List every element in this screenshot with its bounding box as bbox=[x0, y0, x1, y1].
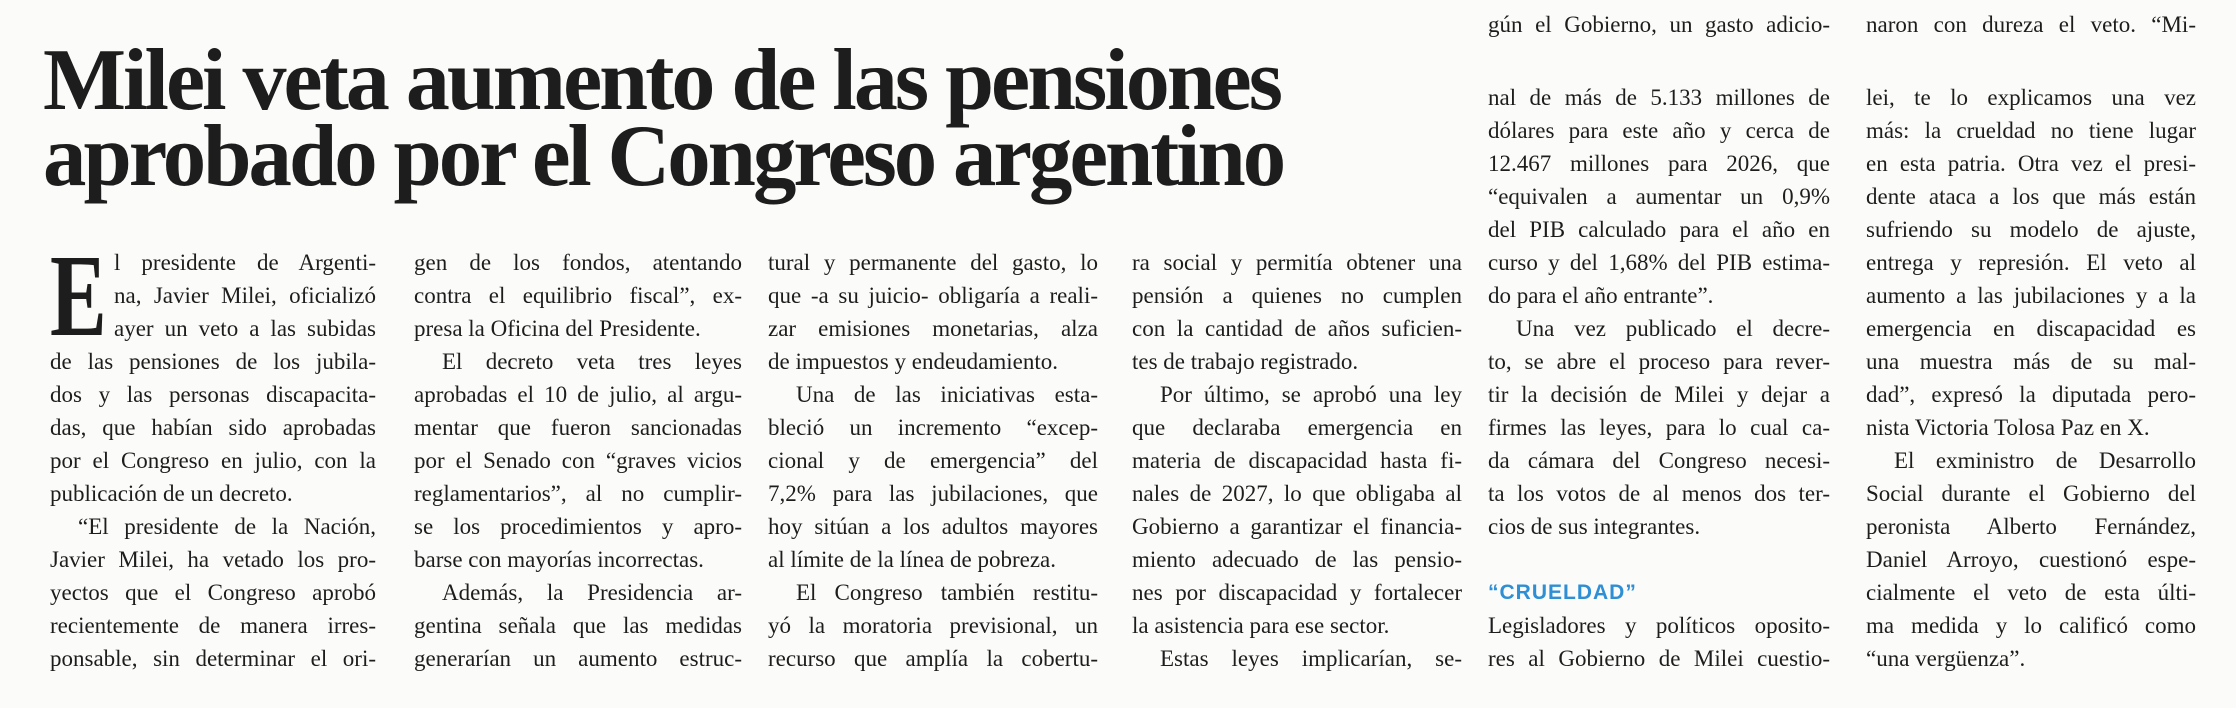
body-text-line: de las pensiones de los jubila- bbox=[50, 349, 376, 374]
body-text-line: con la cantidad de años suficien- bbox=[1132, 316, 1462, 341]
body-text-line: más: la crueldad no tiene lugar bbox=[1866, 118, 2196, 143]
body-text-line: Daniel Arroyo, cuestionó espe- bbox=[1866, 547, 2196, 572]
body-text-line: cios de sus integrantes. bbox=[1488, 514, 1701, 539]
body-text-line: ayer un veto a las subidas bbox=[114, 316, 376, 341]
body-text-line: tural y permanente del gasto, lo bbox=[768, 250, 1098, 275]
body-text-line: que -a su juicio- obligaría a reali- bbox=[768, 283, 1098, 308]
column-5 bbox=[1488, 0, 1830, 675]
body-text-line: “una vergüenza”. bbox=[1866, 646, 2026, 671]
body-text-line: emergencia en discapacidad es bbox=[1866, 316, 2196, 341]
body-text-line: entrega y represión. El veto al bbox=[1866, 250, 2196, 275]
column-1 bbox=[50, 246, 376, 675]
body-text-line: peronista Alberto Fernández, bbox=[1866, 514, 2196, 539]
body-text-line: Estas leyes implicarían, se- bbox=[1160, 646, 1462, 671]
body-text-line: dos y las personas discapacita- bbox=[50, 382, 376, 407]
body-text-line: gentina señala que las medidas bbox=[414, 613, 742, 638]
body-text-line: publicación de un decreto. bbox=[50, 481, 293, 506]
body-text-line: Además, la Presidencia ar- bbox=[442, 580, 742, 605]
body-text-line: aprobadas el 10 de julio, al argu- bbox=[414, 382, 742, 407]
body-text-line: sufriendo su modelo de ajuste, bbox=[1866, 217, 2196, 242]
column-2 bbox=[414, 246, 742, 675]
body-text-line: Legisladores y políticos oposito- bbox=[1488, 613, 1830, 638]
body-text-line: barse con mayorías incorrectas. bbox=[414, 547, 704, 572]
body-text-line: por el Congreso en julio, con la bbox=[50, 448, 376, 473]
headline bbox=[43, 32, 1303, 205]
body-text-line: gen de los fondos, atentando bbox=[414, 250, 742, 275]
body-text-line: ponsable, sin determinar el ori- bbox=[50, 646, 376, 671]
body-text-line: El decreto veta tres leyes bbox=[442, 349, 742, 374]
body-text-line: res al Gobierno de Milei cuestio- bbox=[1488, 646, 1830, 671]
drop-cap: E bbox=[50, 230, 107, 361]
body-text-line: tir la decisión de Milei y dejar a bbox=[1488, 382, 1830, 407]
body-text-line: del PIB calculado para el año en bbox=[1488, 217, 1830, 242]
body-text-line: tes de trabajo registrado. bbox=[1132, 349, 1359, 374]
body-text-line: Una de las iniciativas esta- bbox=[796, 382, 1098, 407]
body-text-line: “El presidente de la Nación, bbox=[78, 514, 376, 539]
body-text-line: presa la Oficina del Presidente. bbox=[414, 316, 701, 341]
body-text-line: bleció un incremento “excep- bbox=[768, 415, 1098, 440]
body-text-line: yectos que el Congreso aprobó bbox=[50, 580, 376, 605]
body-text-line: hoy sitúan a los adultos mayores bbox=[768, 514, 1098, 539]
body-text-line: das, que habían sido aprobadas bbox=[50, 415, 376, 440]
body-text-line: 12.467 millones para 2026, que bbox=[1488, 151, 1830, 176]
column-6 bbox=[1866, 0, 2196, 675]
body-text-line: dólares para este año y cerca de bbox=[1488, 118, 1830, 143]
body-text-line: dad”, expresó la diputada pero- bbox=[1866, 382, 2196, 407]
body-text-line: curso y del 1,68% del PIB estima- bbox=[1488, 250, 1830, 275]
body-text-line: nes por discapacidad y fortalecer bbox=[1132, 580, 1462, 605]
body-text-line: cional y de emergencia” del bbox=[768, 448, 1098, 473]
body-text-line: El Congreso también restitu- bbox=[796, 580, 1098, 605]
body-text-line: materia de discapacidad hasta fi- bbox=[1132, 448, 1462, 473]
body-text-line: Javier Milei, ha vetado los pro- bbox=[50, 547, 376, 572]
body-text-line: nista Victoria Tolosa Paz en X. bbox=[1866, 415, 2150, 440]
column-4 bbox=[1132, 246, 1462, 675]
body-text-line: Social durante el Gobierno del bbox=[1866, 481, 2196, 506]
body-text-line: nal de más de 5.133 millones de bbox=[1488, 85, 1830, 110]
body-text-line: zar emisiones monetarias, alza bbox=[768, 316, 1098, 341]
body-text-line: al límite de la línea de pobreza. bbox=[768, 547, 1057, 572]
body-text-line: do para el año entrante”. bbox=[1488, 283, 1714, 308]
body-text-line: la asistencia para ese sector. bbox=[1132, 613, 1390, 638]
body-text-line: naron con dureza el veto. “Mi- bbox=[1866, 12, 2196, 37]
body-text-line: pensión a quienes no cumplen bbox=[1132, 283, 1462, 308]
body-text-line: ra social y permitía obtener una bbox=[1132, 250, 1462, 275]
body-text-line: que declaraba emergencia en bbox=[1132, 415, 1462, 440]
body-text-line: l presidente de Argenti- bbox=[114, 250, 376, 275]
subheading: “CRUELDAD” bbox=[1488, 581, 1637, 604]
body-text-line: mentar que fueron sancionadas bbox=[414, 415, 742, 440]
headline-line-2: aprobado por el Congreso argentino bbox=[43, 108, 1284, 205]
body-text-line: de impuestos y endeudamiento. bbox=[768, 349, 1058, 374]
body-text-line: generarían un aumento estruc- bbox=[414, 646, 742, 671]
body-text-line: cialmente el veto de esta últi- bbox=[1866, 580, 2196, 605]
body-text-line: reglamentarios”, al no cumplir- bbox=[414, 481, 742, 506]
body-text-line: aumento a las jubilaciones y a la bbox=[1866, 283, 2196, 308]
body-text-line: miento adecuado de las pensio- bbox=[1132, 547, 1462, 572]
body-text-line: ta los votos de al menos dos ter- bbox=[1488, 481, 1830, 506]
body-text-line: dente ataca a los que más están bbox=[1866, 184, 2196, 209]
body-text-line: recientemente de manera irres- bbox=[50, 613, 376, 638]
body-text-line: to, se abre el proceso para rever- bbox=[1488, 349, 1830, 374]
body-text-line: por el Senado con “graves vicios bbox=[414, 448, 742, 473]
body-text-line: nales de 2027, lo que obligaba al bbox=[1132, 481, 1462, 506]
body-text-line: en esta patria. Otra vez el presi- bbox=[1866, 151, 2196, 176]
column-3 bbox=[768, 246, 1098, 675]
body-text-line: 7,2% para las jubilaciones, que bbox=[768, 481, 1098, 506]
body-text-line: Gobierno a garantizar el financia- bbox=[1132, 514, 1462, 539]
body-text-line: firmes las leyes, para lo cual ca- bbox=[1488, 415, 1830, 440]
body-text-line: se los procedimientos y apro- bbox=[414, 514, 742, 539]
body-text-line: lei, te lo explicamos una vez bbox=[1866, 85, 2196, 110]
body-text-line: recurso que amplía la cobertu- bbox=[768, 646, 1098, 671]
body-text-line: da cámara del Congreso necesi- bbox=[1488, 448, 1830, 473]
body-text-line: contra el equilibrio fiscal”, ex- bbox=[414, 283, 742, 308]
headline-line-1: Milei veta aumento de las pensiones bbox=[43, 32, 1280, 129]
line-spacer bbox=[1488, 41, 1830, 81]
body-text-line: “equivalen a aumentar un 0,9% bbox=[1488, 184, 1830, 209]
line-spacer bbox=[1488, 543, 1830, 576]
body-text-line: ma medida y lo calificó como bbox=[1866, 613, 2196, 638]
body-text-line: gún el Gobierno, un gasto adicio- bbox=[1488, 12, 1830, 37]
body-text-line: na, Javier Milei, oficializó bbox=[114, 283, 376, 308]
body-text-line: yó la moratoria previsional, un bbox=[768, 613, 1098, 638]
body-text-line: Por último, se aprobó una ley bbox=[1160, 382, 1462, 407]
body-text-line: una muestra más de su mal- bbox=[1866, 349, 2196, 374]
line-spacer bbox=[1866, 41, 2196, 81]
body-text-line: El exministro de Desarrollo bbox=[1894, 448, 2196, 473]
body-text-line: Una vez publicado el decre- bbox=[1516, 316, 1830, 341]
